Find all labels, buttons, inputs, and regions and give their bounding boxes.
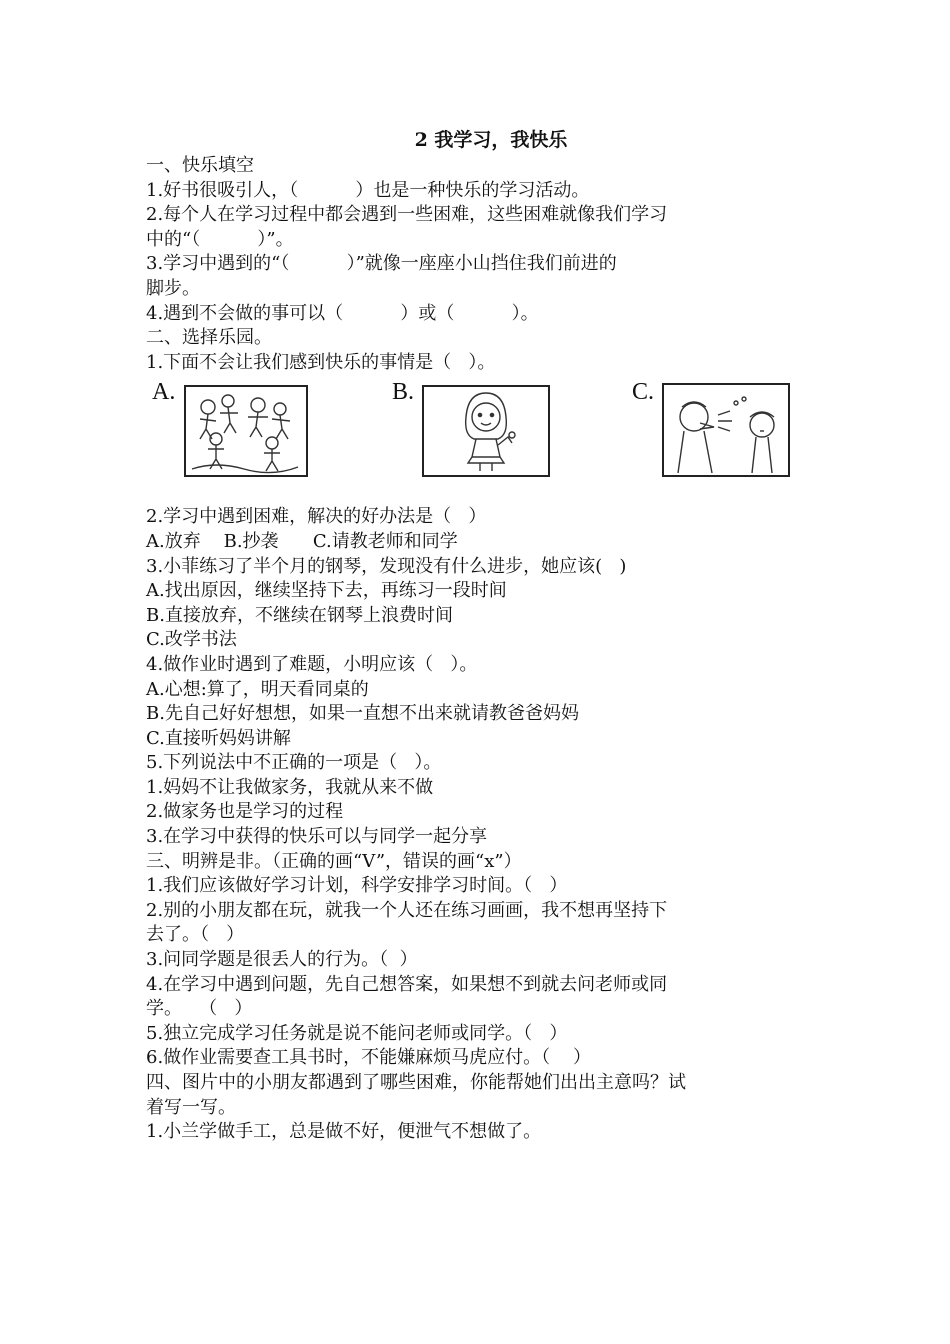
children-playing-icon xyxy=(186,387,306,475)
judge-question-4-line2: 学。 （ ） xyxy=(146,998,253,1020)
choice-question-3: 3.小菲练习了半个月的钢琴，发现没有什么进步，她应该( ) xyxy=(146,555,627,577)
choice-question-3-option-b: B.直接放弃，不继续在钢琴上浪费时间 xyxy=(146,604,453,626)
choice-question-3-option-a: A.找出原因，继续坚持下去，再练习一段时间 xyxy=(146,580,507,602)
girl-singing-icon xyxy=(424,387,548,475)
judge-question-4-line1: 4.在学习中遇到问题，先自己想答案，如果想不到就去问老师或同 xyxy=(146,973,668,995)
choice-question-4-option-a: A.心想:算了，明天看同桌的 xyxy=(146,678,369,700)
write-question-1: 1.小兰学做手工，总是做不好，便泄气不想做了。 xyxy=(146,1121,542,1143)
pic-label-c: C. xyxy=(632,379,655,406)
choice-question-5-option-2: 2.做家务也是学习的过程 xyxy=(146,801,344,823)
choice-question-4-option-c: C.直接听妈妈讲解 xyxy=(146,727,291,749)
worksheet xyxy=(146,128,816,1145)
pic-label-a: A. xyxy=(152,379,176,406)
choice-question-2: 2.学习中遇到困难，解决的好办法是（ ） xyxy=(146,506,487,528)
judge-question-5: 5.独立完成学习任务就是说不能问老师或同学。（ ） xyxy=(146,1022,568,1044)
fill-question-4: 4.遇到不会做的事可以（ ）或（ ）。 xyxy=(146,302,539,324)
choice-question-4-option-b: B.先自己好好想想，如果一直想不出来就请教爸爸妈妈 xyxy=(146,703,579,725)
choice-pictures xyxy=(146,379,816,505)
pic-label-b: B. xyxy=(392,379,415,406)
choice-question-2-options: A.放弃 B.抄袭 C.请教老师和同学 xyxy=(146,530,458,552)
section2-heading: 二、选择乐园。 xyxy=(146,327,272,349)
fill-question-3-line1: 3.学习中遇到的“（ ）”就像一座座小山挡住我们前进的 xyxy=(146,253,617,275)
choice-question-5-option-1: 1.妈妈不让我做家务，我就从来不做 xyxy=(146,776,434,798)
judge-question-2-line1: 2.别的小朋友都在玩，就我一个人还在练习画画，我不想再坚持下 xyxy=(146,899,668,921)
judge-question-6: 6.做作业需要查工具书时，不能嫌麻烦马虎应付。（ ） xyxy=(146,1047,592,1069)
section3-heading: 三、明辨是非。（正确的画“V”，错误的画“x”） xyxy=(146,850,522,872)
boys-arguing-icon xyxy=(664,385,788,475)
choice-question-4: 4.做作业时遇到了难题，小明应该（ ）。 xyxy=(146,653,478,675)
section4-heading-line1: 四、图片中的小朋友都遇到了哪些困难，你能帮她们出出主意吗？试 xyxy=(146,1072,686,1093)
section1-heading: 一、快乐填空 xyxy=(146,155,254,176)
judge-question-1: 1.我们应该做好学习计划，科学安排学习时间。（ ） xyxy=(146,875,568,897)
choice-question-1: 1.下面不会让我们感到快乐的事情是（ ）。 xyxy=(146,351,496,373)
choice-question-5: 5.下列说法中不正确的一项是（ ）。 xyxy=(146,752,442,774)
fill-question-3-line2: 脚步。 xyxy=(146,277,200,299)
picture-b-girl-singing xyxy=(422,385,550,477)
judge-question-2-line2: 去了。（ ） xyxy=(146,924,245,946)
fill-question-2-line1: 2.每个人在学习过程中都会遇到一些困难，这些困难就像我们学习 xyxy=(146,204,668,226)
fill-question-2-line2: 中的“（ ）”。 xyxy=(146,228,294,250)
picture-c-boys-arguing xyxy=(662,383,790,477)
page-title: 2 我学习，我快乐 xyxy=(414,129,568,151)
section4-heading-line2: 着写一写。 xyxy=(146,1096,236,1118)
choice-question-3-option-c: C.改学书法 xyxy=(146,629,237,651)
judge-question-3: 3.问同学题是很丢人的行为。（ ） xyxy=(146,949,418,971)
choice-question-5-option-3: 3.在学习中获得的快乐可以与同学一起分享 xyxy=(146,826,488,848)
fill-question-1: 1.好书很吸引人，（ ）也是一种快乐的学习活动。 xyxy=(146,179,590,201)
picture-a-children-playing xyxy=(184,385,308,477)
